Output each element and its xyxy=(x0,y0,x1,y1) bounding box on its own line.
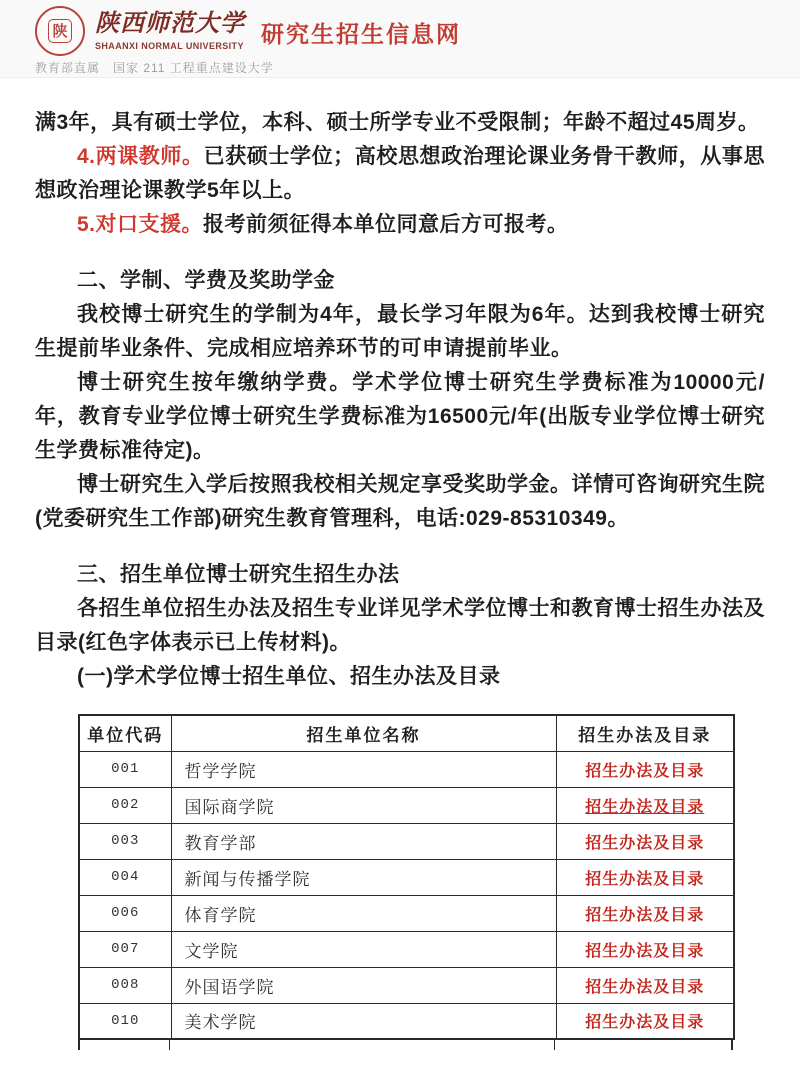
section-heading-3 xyxy=(35,558,765,592)
section-gap xyxy=(35,536,765,558)
body-paragraph xyxy=(35,468,765,536)
column-header-unit-code: 单位代码 xyxy=(79,715,171,751)
text-segment: 我校博士研究生的学制为4年，最长学习年限为6年。达到我校博士研究生提前毕业条件、完成相应培养环节的可申请提前毕业。 xyxy=(35,303,765,360)
admission-method-catalog-link[interactable]: 招生办法及目录 xyxy=(585,834,705,852)
paragraphs-container xyxy=(35,106,765,694)
seal-character: 陕 xyxy=(48,19,72,43)
text-segment: 三、招生单位博士研究生招生办法 xyxy=(77,563,400,586)
table-cutoff-row-stub xyxy=(78,1040,733,1050)
highlight-red-text: 5.对口支援。 xyxy=(77,213,204,236)
table-row xyxy=(79,931,734,967)
unit-name-cell: 教育学部 xyxy=(171,823,556,859)
article-content xyxy=(0,78,800,1050)
table-row xyxy=(79,787,734,823)
admission-method-catalog-link[interactable]: 招生办法及目录 xyxy=(585,798,705,816)
table-header-row xyxy=(79,715,734,751)
body-paragraph xyxy=(35,106,765,140)
body-paragraph xyxy=(35,298,765,366)
unit-name-cell: 外国语学院 xyxy=(171,967,556,1003)
admission-link-cell xyxy=(556,895,734,931)
table-row xyxy=(79,1003,734,1039)
unit-name-cell: 新闻与传播学院 xyxy=(171,859,556,895)
text-segment: 博士研究生入学后按照我校相关规定享受奖助学金。详情可咨询研究生院(党委研究生工作部)研究生教育管理科，电话:029-85310349。 xyxy=(35,473,765,530)
unit-name-cell: 国际商学院 xyxy=(171,787,556,823)
text-segment: 各招生单位招生办法及招生专业详见学术学位博士和教育博士招生办法及目录(红色字体表示已上传材料)。 xyxy=(35,597,765,654)
unit-code-cell: 003 xyxy=(79,823,171,859)
unit-name-cell: 美术学院 xyxy=(171,1003,556,1039)
table-row xyxy=(79,859,734,895)
university-name-en: SHAANXI NORMAL UNIVERSITY xyxy=(95,40,244,51)
table-row xyxy=(79,967,734,1003)
highlight-red-text: 4.两课教师。 xyxy=(77,145,204,168)
column-header-admission-link: 招生办法及目录 xyxy=(556,715,734,751)
column-header-unit-name: 招生单位名称 xyxy=(171,715,556,751)
body-paragraph xyxy=(35,140,765,208)
admission-method-catalog-link[interactable]: 招生办法及目录 xyxy=(585,1014,705,1032)
university-name-cn: 陕西师范大学 xyxy=(95,11,245,38)
site-header xyxy=(0,0,800,78)
admission-link-cell xyxy=(556,1003,734,1039)
admission-method-catalog-link[interactable]: 招生办法及目录 xyxy=(585,942,705,960)
admission-link-cell xyxy=(556,967,734,1003)
text-segment: 报考前须征得本单位同意后方可报考。 xyxy=(203,213,569,236)
text-segment: 满3年，具有硕士学位，本科、硕士所学专业不受限制；年龄不超过45周岁。 xyxy=(35,111,760,134)
text-segment: 博士研究生按年缴纳学费。学术学位博士研究生学费标准为10000元/年，教育专业学位博士研究生学费标准为16500元/年(出版专业学位博士研究生学费标准待定)。 xyxy=(35,371,765,462)
brand-row xyxy=(35,5,800,57)
unit-name-cell: 文学院 xyxy=(171,931,556,967)
body-paragraph xyxy=(35,208,765,242)
unit-name-cell: 哲学学院 xyxy=(171,751,556,787)
text-segment: 二、学制、学费及奖助学金 xyxy=(77,269,335,292)
site-title: 研究生招生信息网 xyxy=(261,20,461,47)
section-gap xyxy=(35,242,765,264)
text-segment: 已获硕士学位；高校思想政治理论课业务骨干教师，从事思想政治理论课教学5年以上。 xyxy=(35,145,765,202)
unit-code-cell: 002 xyxy=(79,787,171,823)
admission-link-cell xyxy=(556,787,734,823)
unit-code-cell: 006 xyxy=(79,895,171,931)
body-paragraph xyxy=(35,592,765,660)
admission-method-catalog-link[interactable]: 招生办法及目录 xyxy=(585,762,705,780)
subsection-heading xyxy=(35,660,765,694)
admission-link-cell xyxy=(556,931,734,967)
text-segment: (一)学术学位博士招生单位、招生办法及目录 xyxy=(77,665,501,688)
table-row xyxy=(79,823,734,859)
unit-code-cell: 007 xyxy=(79,931,171,967)
university-tagline: 教育部直属 国家 211 工程重点建设大学 xyxy=(35,61,274,75)
university-seal-logo xyxy=(35,6,85,56)
admission-units-table xyxy=(78,714,735,1040)
unit-name-cell: 体育学院 xyxy=(171,895,556,931)
unit-code-cell: 001 xyxy=(79,751,171,787)
admission-method-catalog-link[interactable]: 招生办法及目录 xyxy=(585,978,705,996)
unit-code-cell: 004 xyxy=(79,859,171,895)
admission-link-cell xyxy=(556,859,734,895)
admission-link-cell xyxy=(556,823,734,859)
admission-method-catalog-link[interactable]: 招生办法及目录 xyxy=(585,870,705,888)
table-row xyxy=(79,895,734,931)
section-heading-2 xyxy=(35,264,765,298)
unit-code-cell: 008 xyxy=(79,967,171,1003)
table-row xyxy=(79,751,734,787)
admission-link-cell xyxy=(556,751,734,787)
university-name-block xyxy=(95,11,247,51)
unit-code-cell: 010 xyxy=(79,1003,171,1039)
admission-method-catalog-link[interactable]: 招生办法及目录 xyxy=(585,906,705,924)
body-paragraph xyxy=(35,366,765,468)
